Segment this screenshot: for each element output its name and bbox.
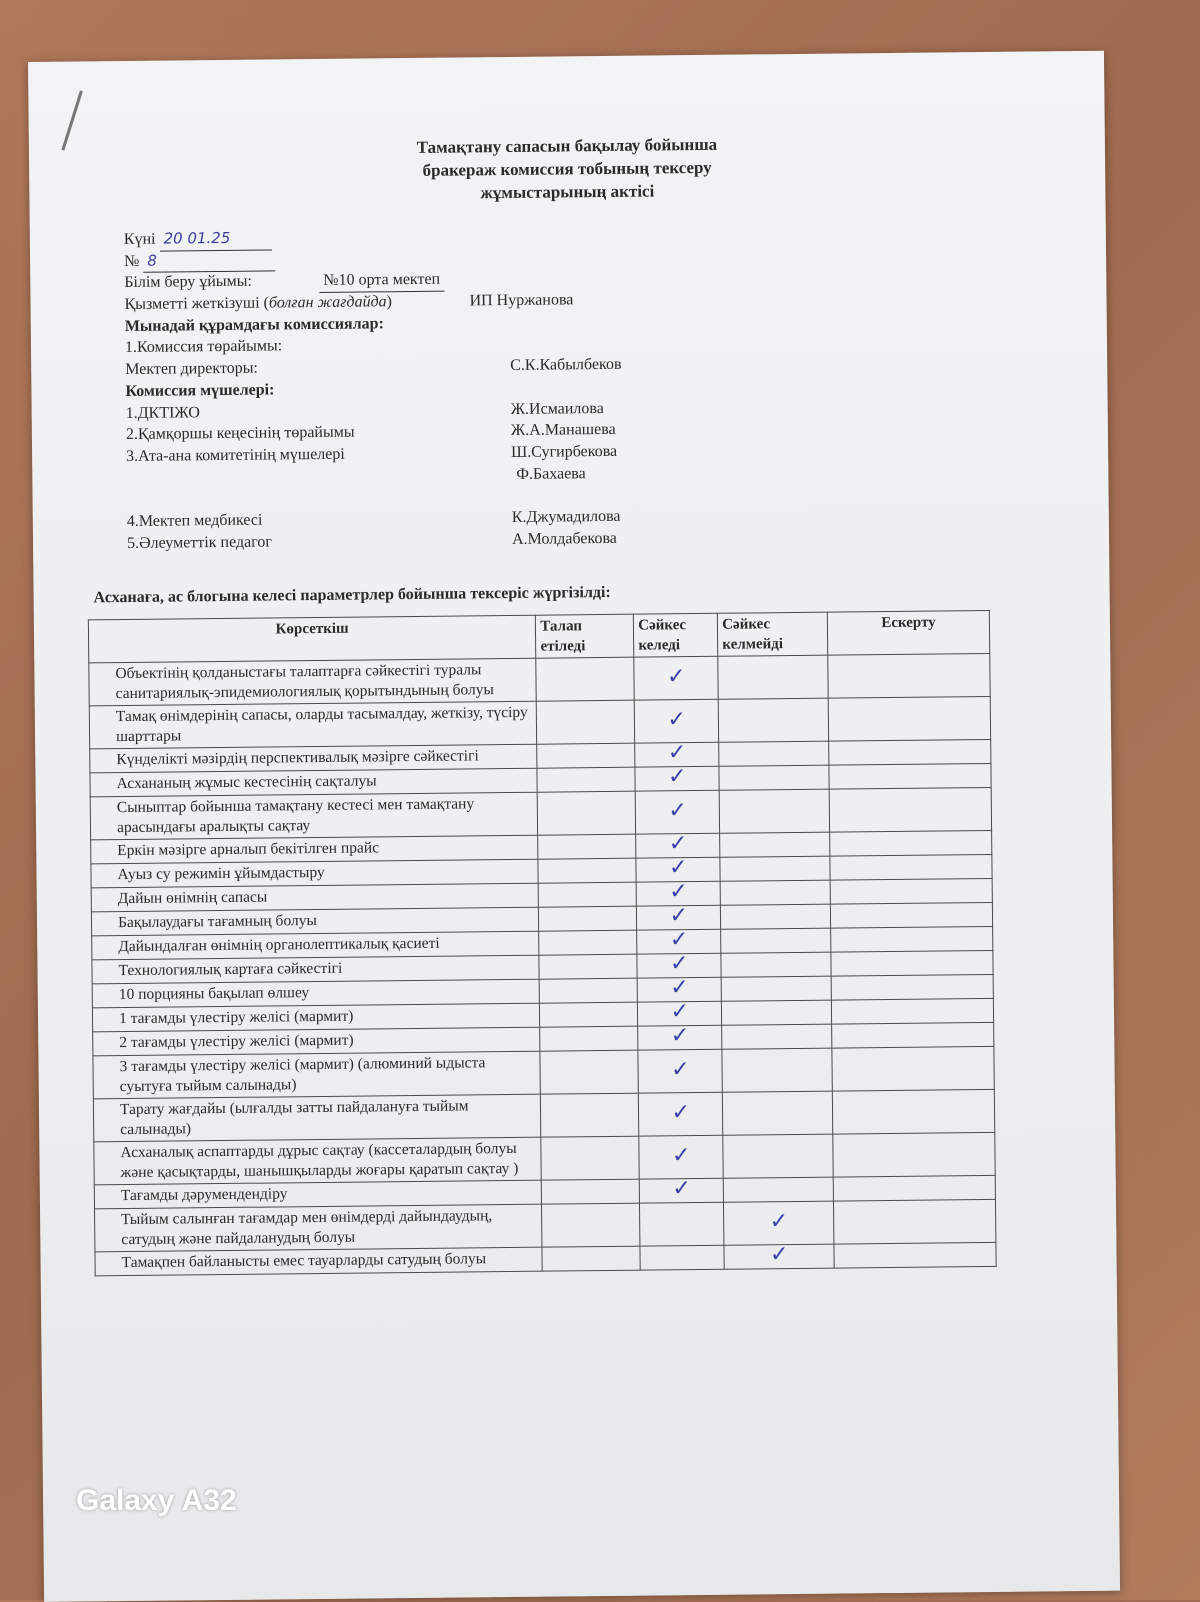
member-4-label: 4.Мектеп медбикесі <box>126 511 263 530</box>
title-line-1: Тамақтану сапасын бақылау бойынша <box>416 134 718 157</box>
required-cell <box>539 882 637 907</box>
complies-cell <box>640 1202 724 1246</box>
required-cell <box>540 1002 638 1027</box>
camera-watermark: Galaxy A32 <box>76 1484 237 1517</box>
note-cell <box>834 1242 996 1268</box>
not-complies-cell <box>721 904 831 929</box>
not-complies-cell <box>724 1201 834 1245</box>
indicator-cell: Тыйым салынған тағамдар мен өнімдерді дайындаудың, сатудың және пайдаланудың болуы <box>95 1204 543 1252</box>
header-complies: Сәйкес келеді <box>634 613 718 657</box>
complies-cell <box>638 1025 722 1050</box>
note-cell <box>828 696 990 741</box>
checkmark-icon: ✓ <box>668 855 688 881</box>
not-complies-cell <box>722 1024 832 1049</box>
complies-cell <box>640 1178 724 1203</box>
note-cell <box>833 1175 995 1201</box>
indicator-cell: Дайындалған өнімнің органолептикалық қасиеті <box>92 931 540 960</box>
indicator-cell: Ауыз су режимін ұйымдастыру <box>91 859 539 888</box>
header-not-complies: Сәйкес келмейді <box>718 612 828 656</box>
complies-cell <box>638 1049 722 1093</box>
indicator-cell: 10 порцияны бақылап өлшеу <box>92 979 540 1008</box>
member-3-name-2: Ф.Бахаева <box>516 464 586 483</box>
member-5-label: 5.Әлеуметтік педагог <box>126 533 273 552</box>
indicator-cell: Күнделікті мәзірдің перспективалық мәзірге сәйкестігі <box>90 744 538 773</box>
indicator-cell: Тамақпен байланысты емес тауарларды сатудың болуы <box>95 1247 543 1276</box>
indicator-cell: Еркін мәзірге арналып бекітілген прайс <box>91 835 539 864</box>
not-complies-cell <box>723 1134 833 1178</box>
checkmark-icon: ✓ <box>668 831 688 857</box>
complies-cell <box>639 1135 723 1179</box>
header-note: Ескерту <box>827 610 989 655</box>
note-cell <box>829 787 991 832</box>
checkmark-icon: ✓ <box>667 764 687 790</box>
indicator-cell: Тамақ өнімдерінің сапасы, оларды тасымалдау, жеткізу, түсіру шарттары <box>89 701 537 749</box>
complies-cell <box>634 656 718 700</box>
checkmark-icon: ✓ <box>669 903 689 929</box>
required-cell <box>541 1136 639 1180</box>
note-cell <box>834 1199 996 1244</box>
title-line-2: бракераж комиссия тобының тексеру <box>422 157 712 180</box>
required-cell <box>539 906 637 931</box>
title-line-3: жұмыстарының актісі <box>480 181 655 203</box>
complies-cell <box>635 699 719 743</box>
member-2-name: Ж.А.Манашева <box>510 421 616 440</box>
date-value: 20 01.25 <box>159 227 271 251</box>
checkmark-icon: ✓ <box>671 1142 691 1168</box>
section-heading: Асханаға, ас блогына келесі параметрлер бойынша тексеріс жүргізілді: <box>93 583 611 607</box>
supplier-label <box>124 293 392 313</box>
indicator-cell: Сыныптар бойынша тамақтану кестесі мен тамақтану арасындағы аралықты сақтау <box>90 792 538 840</box>
chair-label: 1.Комиссия төрайымы: <box>124 337 283 357</box>
required-cell <box>538 834 636 859</box>
not-complies-cell <box>721 928 831 953</box>
not-complies-cell <box>723 1091 833 1135</box>
checkmark-icon: ✓ <box>667 740 687 766</box>
not-complies-cell <box>722 1000 832 1025</box>
member-2-label: 2.Қамқоршы кеңесінің төрайымы <box>125 423 355 444</box>
required-cell <box>537 743 635 768</box>
required-cell <box>542 1246 640 1271</box>
director-name: С.К.Кабылбеков <box>510 355 622 375</box>
indicator-cell: Асханалық аспаптарды дұрыс сақтау (кассеталардың болуы және қасықтарды, шанышқыларды жоғары қаратып сақтау ) <box>94 1137 542 1185</box>
required-cell <box>539 954 637 979</box>
not-complies-cell <box>718 655 828 699</box>
document-sheet <box>28 51 1120 1602</box>
indicator-cell: Тарату жағдайы (ылғалды затты пайдалануға тыйым салынады) <box>93 1094 541 1142</box>
required-cell <box>542 1179 640 1204</box>
table-body <box>89 653 996 1275</box>
checkmark-icon: ✓ <box>769 1242 789 1268</box>
indicator-cell: 1 тағамды үлестіру желісі (мармит) <box>92 1003 540 1032</box>
member-5-name: А.Молдабекова <box>511 529 617 548</box>
checkmark-icon: ✓ <box>668 797 688 823</box>
not-complies-cell <box>724 1244 834 1269</box>
checkmark-icon: ✓ <box>669 951 689 977</box>
complies-cell <box>640 1245 724 1270</box>
member-1-name: Ж.Исмаилова <box>510 399 604 418</box>
not-complies-cell <box>720 880 830 905</box>
commission-heading: Мынадай құрамдағы комиссиялар: <box>124 315 384 335</box>
required-cell <box>538 858 636 883</box>
indicator-cell: Бақылаудағы тағамның болуы <box>91 907 539 936</box>
not-complies-cell <box>723 1177 833 1202</box>
indicator-cell: Асхананың жұмыс кестесінің сақталуы <box>90 768 538 797</box>
note-cell <box>828 653 990 698</box>
not-complies-cell <box>721 976 831 1001</box>
org-label: Білім беру ұйымы: <box>124 273 253 292</box>
note-cell <box>830 854 992 880</box>
note-cell <box>831 974 993 1000</box>
not-complies-cell <box>720 832 830 857</box>
not-complies-cell <box>719 789 829 833</box>
checkmark-icon: ✓ <box>670 1023 690 1049</box>
required-cell <box>540 1050 638 1094</box>
required-cell <box>540 1026 638 1051</box>
complies-cell <box>635 790 719 834</box>
checkmark-icon: ✓ <box>670 975 689 1001</box>
indicator-cell: Дайын өнімнің сапасы <box>91 883 539 912</box>
note-cell <box>829 763 991 789</box>
document-title <box>29 129 1106 209</box>
number-value: 8 <box>143 249 275 273</box>
number-label: № <box>124 252 140 270</box>
note-cell <box>830 830 992 856</box>
not-complies-cell <box>722 1048 832 1092</box>
note-cell <box>830 878 992 904</box>
not-complies-cell <box>721 952 831 977</box>
checkmark-icon: ✓ <box>670 999 690 1025</box>
required-cell <box>536 657 634 701</box>
member-1-label: 1.ДКТІЖО <box>125 403 200 422</box>
complies-cell <box>639 1092 723 1136</box>
note-cell <box>831 926 993 952</box>
header-indicator: Көрсеткіш <box>88 615 536 663</box>
checkmark-icon: ✓ <box>666 663 686 689</box>
note-cell <box>832 1046 994 1091</box>
indicator-cell: Тағамды дәрумендендіру <box>94 1180 542 1209</box>
org-value: №10 орта мектеп <box>319 269 444 293</box>
indicator-cell: Технологиялық картаға сәйкестігі <box>92 955 540 984</box>
required-cell <box>537 767 635 792</box>
date-label: Күні <box>123 230 156 249</box>
member-4-name: К.Джумадилова <box>511 507 621 526</box>
checkmark-icon: ✓ <box>671 1056 690 1082</box>
required-cell <box>537 700 635 744</box>
act-info-block <box>124 220 1027 555</box>
indicator-cell: 2 тағамды үлестіру желісі (мармит) <box>93 1027 541 1056</box>
supplier-value: ИП Нуржанова <box>469 291 574 310</box>
header-required: Талап етіледі <box>536 614 634 658</box>
required-cell <box>538 791 636 835</box>
indicator-cell: 3 тағамды үлестіру желісі (мармит) (алюминий ыдыста суытуға тыйым салынады) <box>93 1051 541 1099</box>
note-cell <box>832 1089 994 1134</box>
checkmark-icon: ✓ <box>669 879 688 905</box>
supplier-label-italic: болған жағдайда <box>268 293 387 312</box>
note-cell <box>831 950 993 976</box>
note-cell <box>829 739 991 765</box>
supplier-label-main: Қызметті жеткізуші ( <box>124 294 270 314</box>
supplier-label-end: ) <box>386 293 393 311</box>
required-cell <box>541 1093 639 1137</box>
checkmark-icon: ✓ <box>769 1208 789 1234</box>
checkmark-icon: ✓ <box>671 1099 691 1125</box>
checkmark-icon: ✓ <box>672 1176 691 1202</box>
checkmark-icon: ✓ <box>667 706 687 732</box>
inspection-table <box>88 610 997 1276</box>
director-label: Мектеп директоры: <box>125 359 258 379</box>
note-cell <box>832 998 994 1024</box>
not-complies-cell <box>719 765 829 790</box>
members-heading: Комиссия мүшелері: <box>125 381 275 400</box>
note-cell <box>833 1132 995 1177</box>
required-cell <box>542 1203 640 1247</box>
indicator-cell: Объектінің қолданыстағы талаптарға сәйкестігі туралы санитариялық-эпидемиологиялық қорытындының болуы <box>89 658 537 706</box>
not-complies-cell <box>718 698 828 742</box>
required-cell <box>540 978 638 1003</box>
not-complies-cell <box>719 741 829 766</box>
required-cell <box>539 930 637 955</box>
not-complies-cell <box>720 856 830 881</box>
checkmark-icon: ✓ <box>669 927 689 953</box>
complies-cell <box>635 766 719 791</box>
member-3-name-1: Ш.Сугирбекова <box>511 442 618 461</box>
member-3-label: 3.Ата-ана комитетінің мүшелері <box>126 445 345 465</box>
note-cell <box>831 902 993 928</box>
note-cell <box>832 1022 994 1048</box>
